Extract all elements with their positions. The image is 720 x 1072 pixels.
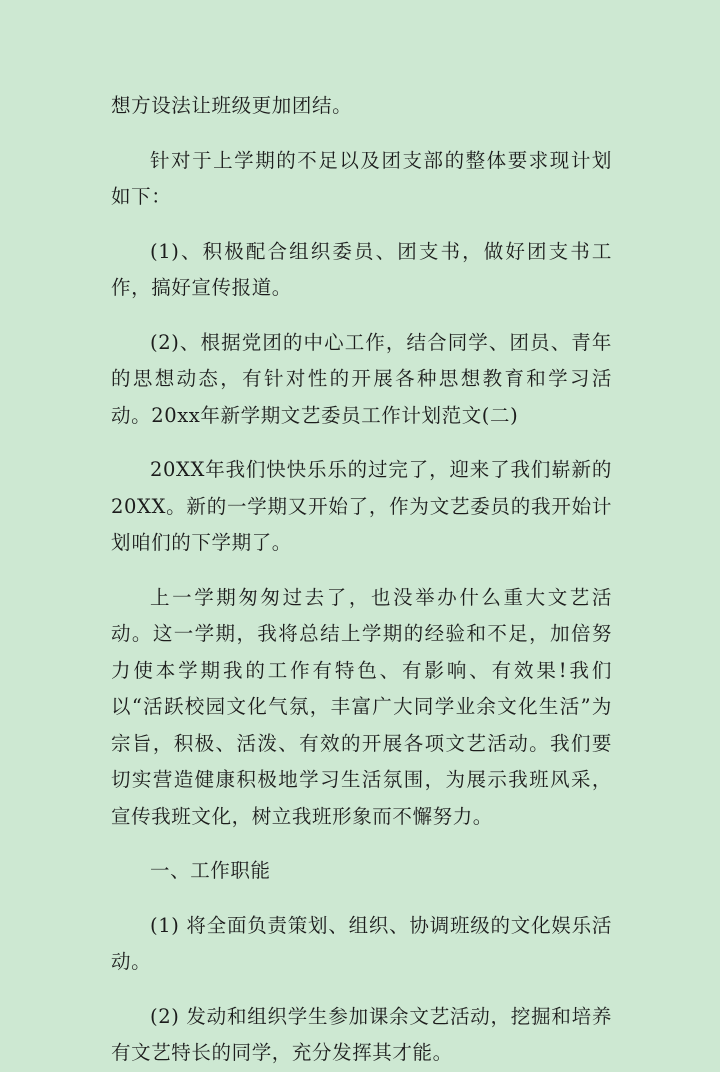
paragraph-3: (1)、积极配合组织委员、团支书，做好团支书工作，搞好宣传报道。 [111, 239, 612, 299]
section-heading-work-functions: 一、工作职能 [150, 859, 271, 882]
paragraph-8: (1) 将全面负责策划、组织、协调班级的文化娱乐活动。 [111, 913, 612, 973]
paragraph-9: (2) 发动和组织学生参加课余文艺活动，挖掘和培养有文艺特长的同学，充分发挥其才能。 [111, 1004, 612, 1064]
paragraph-4: (2)、根据党团的中心工作，结合同学、团员、青年的思想动态，有针对性的开展各种思想教育和学习活动。20xx年新学期文艺委员工作计划范文(二) [111, 330, 612, 427]
paragraph-1: 想方设法让班级更加团结。 [111, 94, 353, 117]
paragraph-2: 针对于上学期的不足以及团支部的整体要求现计划如下： [111, 148, 612, 208]
paragraph-5: 20XX年我们快快乐乐的过完了，迎来了我们崭新的20XX。新的一学期又开始了，作为文艺委员的我开始计划咱们的下学期了。 [111, 458, 612, 554]
paragraph-6: 上一学期匆匆过去了，也没举办什么重大文艺活动。这一学期，我将总结上学期的经验和不足，加倍努力使本学期我的工作有特色、有影响、有效果!我们以“活跃校园文化气氛，丰富广大同学业余文化生活”为宗旨，积极、活泼、有效的开展各项文艺活动。我们要切实营造健康积极地学习生活氛围，为展示我班风采，宣传我班文化，树立我班形象而不懈努力。 [111, 585, 612, 828]
